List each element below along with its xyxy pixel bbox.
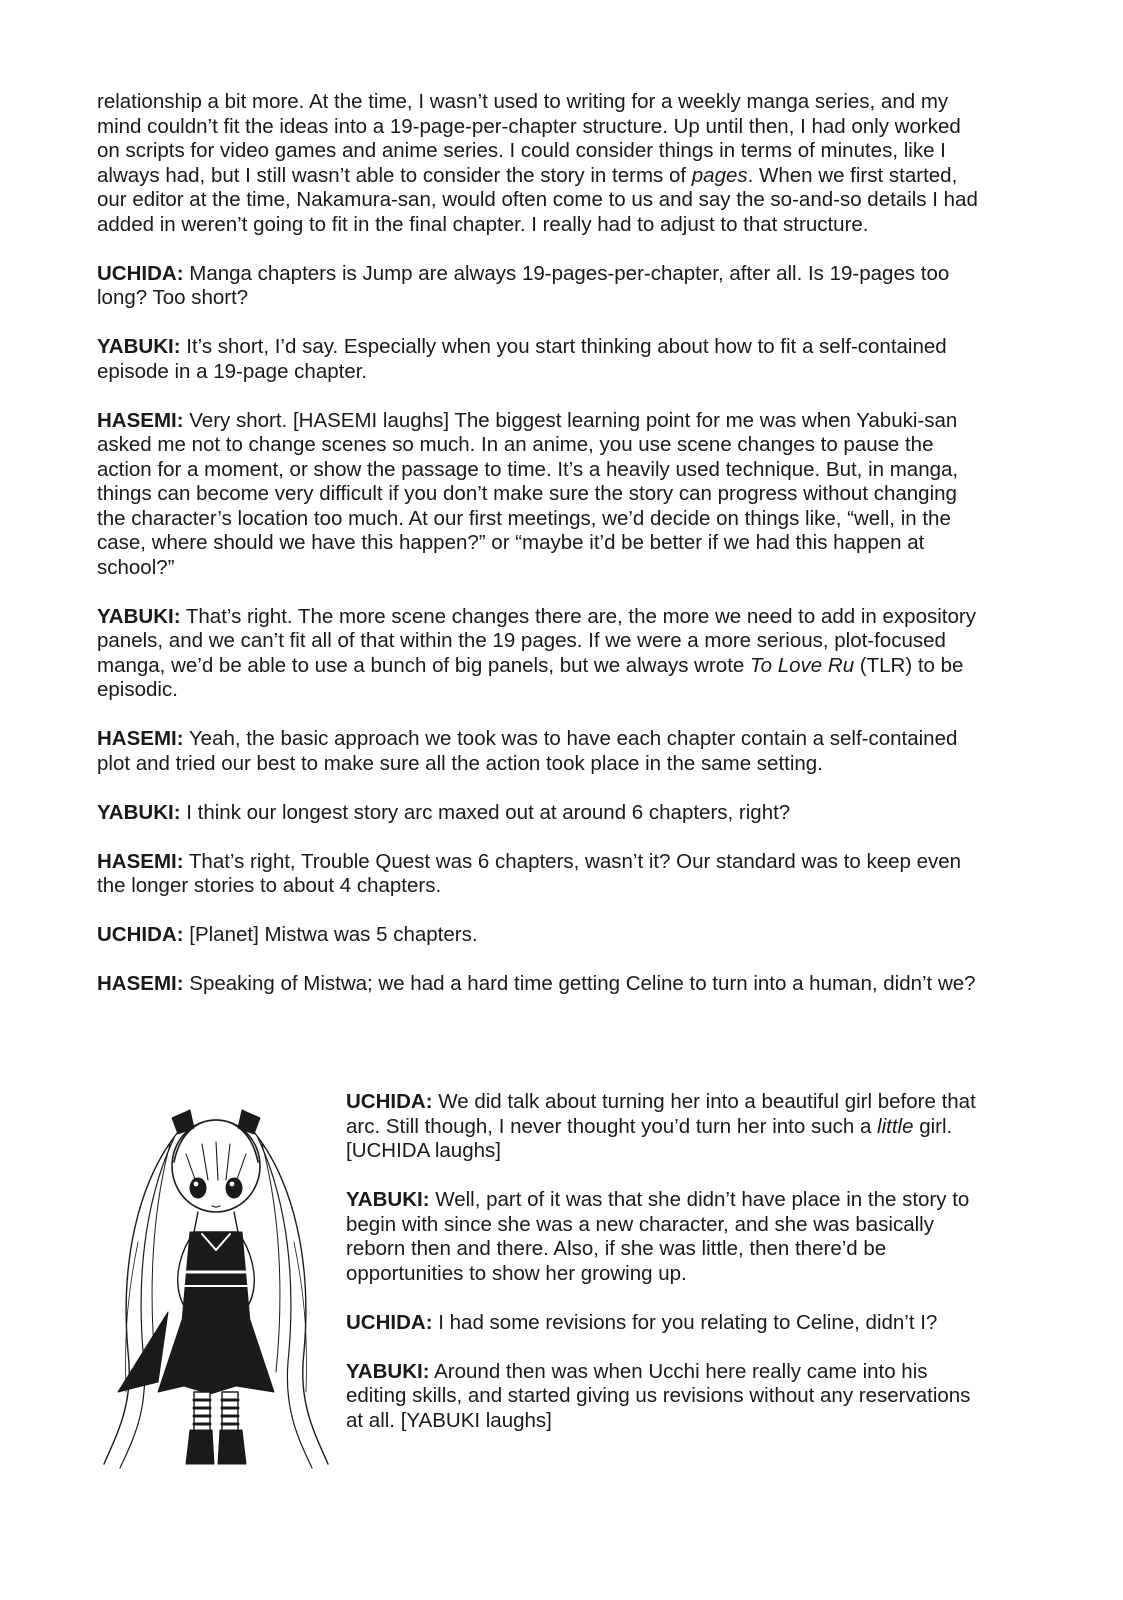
dialogue-paragraph <box>346 1188 986 1286</box>
italic-title: To Love Ru <box>750 653 855 677</box>
speaker-name: YABUKI: <box>97 604 181 628</box>
dialogue-paragraph <box>97 972 987 997</box>
speaker-name: YABUKI: <box>97 335 181 358</box>
dialogue-text: It’s short, I’d say. Especially when you start thinking about how to fit a self-contained episode in a 19-page chapter. <box>97 335 947 383</box>
dialogue-text: Very short. [HASEMI laughs] The biggest learning point for me was when Yabuki-san asked me not to change scenes so much. In an anime, you use scene changes to pause the action for a moment, or show the passage to time. It’s a heavily used technique. But, in manga, things can become very difficult if you don’t make sure the story can progress without changing the character’s location too much. At our first meetings, we’d decide on things like, “well, in the case, where should we have this happen?” or “maybe it’d be better if we had this happen at school?” <box>97 408 959 579</box>
dialogue-text: That’s right. The more scene changes there are, the more we need to add in expository panels, and we can’t fit all of that within the 19 pages. If we were a more serious, plot-focused manga, we’d be able to use a bunch of big panels, but we always wrote <box>97 604 976 677</box>
speaker-name: HASEMI: <box>97 727 184 750</box>
dialogue-paragraph <box>97 409 987 581</box>
intro-text-2: . When we first started, our editor at the time, Nakamura-san, would often come to us and say the so-and-so details I had added in weren’t going to fit in the final chapter. I really had to adjust to that structure. <box>97 163 978 236</box>
dialogue-text: (TLR) to be episodic. <box>97 653 964 701</box>
dialogue-text: Well, part of it was that she didn’t have place in the story to begin with since she was a new character, and she was basically reborn then and there. Also, if she was little, then there’d be opportunities to show her growing up. <box>346 1188 970 1285</box>
side-text-column <box>346 1090 986 1458</box>
dialogue-paragraph <box>97 801 987 826</box>
speaker-name: YABUKI: <box>97 800 181 824</box>
speaker-name: HASEMI: <box>97 972 184 995</box>
intro-paragraph <box>97 90 987 237</box>
speaker-name: UCHIDA: <box>346 1310 433 1334</box>
dialogue-paragraph <box>346 1090 986 1164</box>
dialogue-text: That’s right, Trouble Quest was 6 chapters, wasn’t it? Our standard was to keep even the longer stories to about 4 chapters. <box>97 849 962 897</box>
main-text-column <box>97 90 987 1021</box>
dialogue-text: Speaking of Mistwa; we had a hard time getting Celine to turn into a human, didn’t we? <box>189 972 976 995</box>
dialogue-text: I had some revisions for you relating to Celine, didn’t I? <box>438 1310 938 1334</box>
dialogue-text: [Planet] Mistwa was 5 chapters. <box>189 923 478 946</box>
dialogue-paragraph <box>97 262 987 311</box>
italic-word: little <box>877 1114 914 1138</box>
dialogue-paragraph <box>346 1311 986 1336</box>
speaker-name: HASEMI: <box>97 849 184 873</box>
dialogue-paragraph <box>97 605 987 703</box>
dialogue-text: Around then was when Ucchi here really came into his editing skills, and started giving us revisions without any reservations at all. [YABUKI laughs] <box>346 1359 971 1432</box>
dialogue-paragraph <box>97 850 987 899</box>
speaker-name: YABUKI: <box>346 1188 430 1211</box>
intro-text-1: relationship a bit more. At the time, I wasn’t used to writing for a weekly manga series, and my mind couldn’t fit the ideas into a 19-page-per-chapter structure. Up until then, I had only worked on scripts for video games and anime series. I could consider things in terms of minutes, like I always had, but I still wasn’t able to consider the story in terms of <box>97 90 961 187</box>
dialogue-text: I think our longest story arc maxed out at around 6 chapters, right? <box>186 800 791 824</box>
speaker-name: UCHIDA: <box>97 261 184 285</box>
intro-italic-pages: pages <box>691 163 748 187</box>
dialogue-text: Manga chapters is Jump are always 19-pages-per-chapter, after all. Is 19-pages too long? Too short? <box>97 261 950 309</box>
dialogue-paragraph <box>97 923 987 948</box>
speaker-name: YABUKI: <box>346 1359 430 1383</box>
dialogue-text: We did talk about turning her into a beautiful girl before that arc. Still though, I never thought you’d turn her into such a <box>346 1090 976 1138</box>
speaker-name: UCHIDA: <box>97 923 184 946</box>
dialogue-text: girl. [UCHIDA laughs] <box>346 1114 953 1162</box>
chibi-girl-illustration <box>98 1092 334 1470</box>
dialogue-paragraph <box>97 335 987 384</box>
dialogue-text: Yeah, the basic approach we took was to have each chapter contain a self-contained plot and tried our best to make sure all the action took place in the same setting. <box>97 727 958 775</box>
dialogue-paragraph <box>346 1360 986 1434</box>
dialogue-paragraph <box>97 727 987 776</box>
speaker-name: UCHIDA: <box>346 1090 433 1113</box>
speaker-name: HASEMI: <box>97 408 184 432</box>
